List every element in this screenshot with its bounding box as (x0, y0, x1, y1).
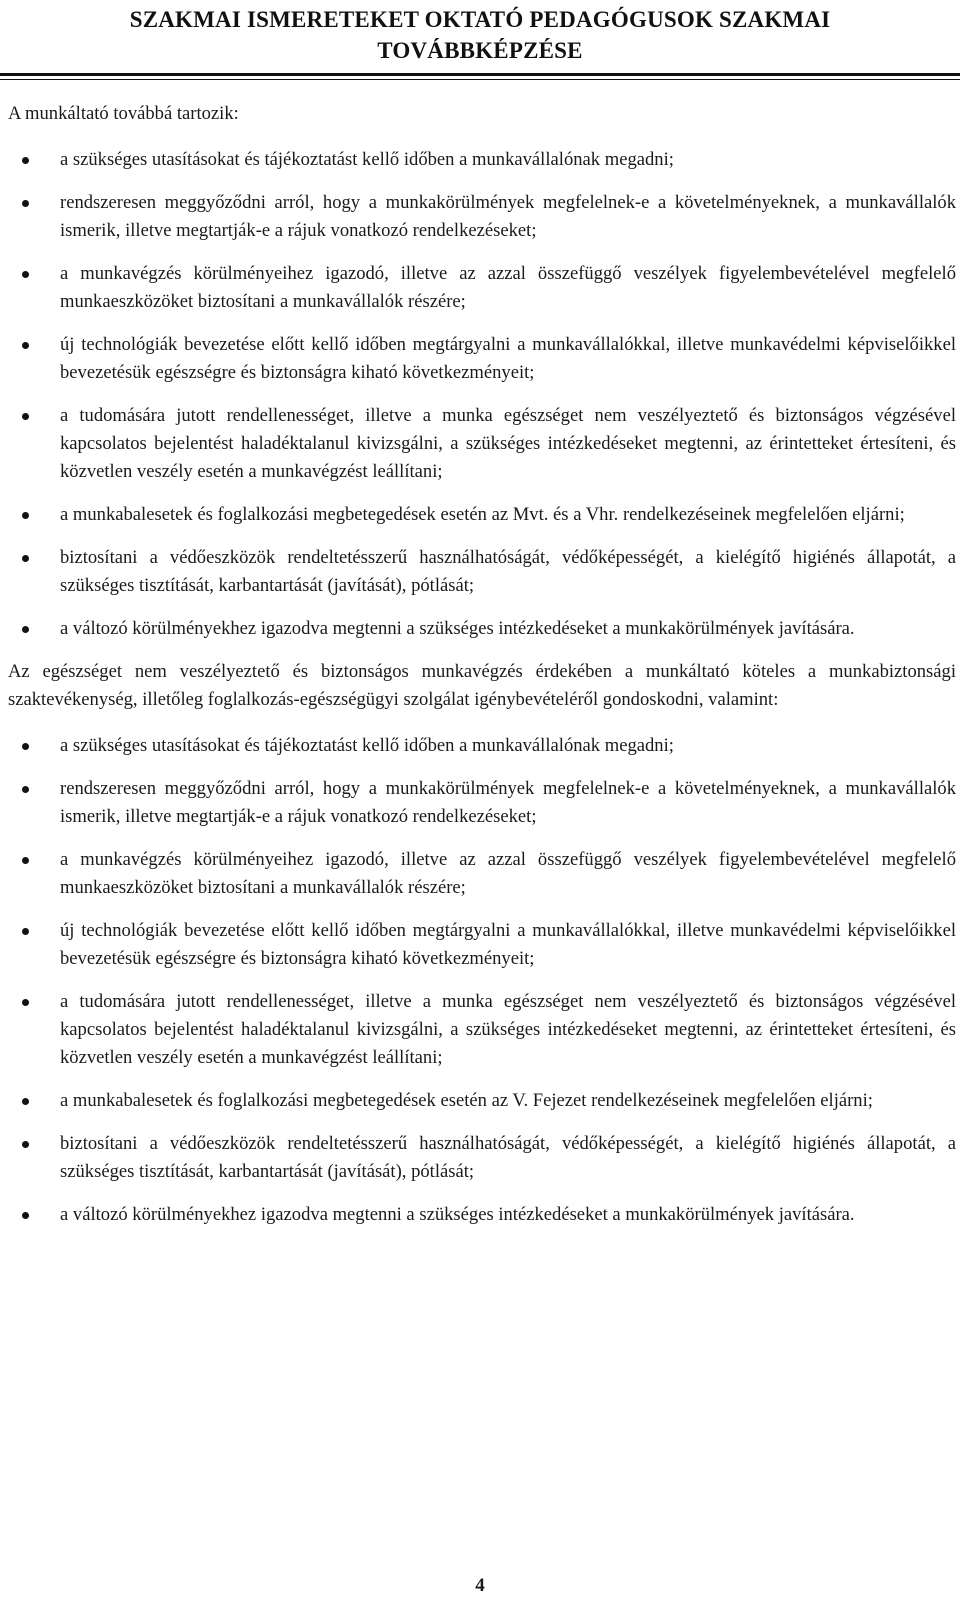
list-item-text: a tudomására jutott rendellenességet, illetve a munka egészséget nem veszélyeztető és biztonságos végzésével kapcsolatos bejelentést haladéktalanul kivizsgálni, a szükséges intézkedéseket megtenni, az érintetteket értesíteni, és közvetlen veszély esetén a munkavégzést leállítani; (60, 405, 956, 482)
list-item-text: biztosítani a védőeszközök rendeltetésszerű használhatóságát, védőképességét, a kielégítő higiénés állapotát, a szükséges tisztítását, karbantartását (javítását), pótlását; (60, 547, 956, 596)
bullet-icon (22, 512, 29, 519)
section2-list (8, 732, 956, 1229)
list-item (8, 544, 956, 600)
list-item (8, 732, 956, 760)
list-item-text: a szükséges utasításokat és tájékoztatást kellő időben a munkavállalónak megadni; (60, 149, 674, 170)
document-body (8, 100, 956, 1244)
bullet-icon (22, 342, 29, 349)
list-item-text: rendszeresen meggyőződni arról, hogy a munkakörülmények megfelelnek-e a követelményeknek, a munkavállalók ismerik, illetve megtartják-e a rájuk vonatkozó rendelkezéseket; (60, 192, 956, 241)
list-item-text: a változó körülményekhez igazodva megtenni a szükséges intézkedéseket a munkakörülmények javítására. (60, 1204, 855, 1225)
list-item-text: rendszeresen meggyőződni arról, hogy a munkakörülmények megfelelnek-e a követelményeknek, a munkavállalók ismerik, illetve megtartják-e a rájuk vonatkozó rendelkezéseket; (60, 778, 956, 827)
page-number: 4 (475, 1575, 485, 1596)
bullet-icon (22, 626, 29, 633)
section2-intro: Az egészséget nem veszélyeztető és biztonságos munkavégzés érdekében a munkáltató köteles a munkabiztonsági szaktevékenység, illetőleg foglalkozás-egészségügyi szolgálat igénybevételéről gondoskodni, valamint: (8, 661, 956, 710)
bullet-icon (22, 786, 29, 793)
list-item (8, 1087, 956, 1115)
list-item-text: a munkabalesetek és foglalkozási megbetegedések esetén az V. Fejezet rendelkezéseinek megfelelően eljárni; (60, 1090, 873, 1111)
list-item-text: a változó körülményekhez igazodva megtenni a szükséges intézkedéseket a munkakörülmények javítására. (60, 618, 855, 639)
bullet-icon (22, 1141, 29, 1148)
list-item-text: a szükséges utasításokat és tájékoztatást kellő időben a munkavállalónak megadni; (60, 735, 674, 756)
header-title-line1: SZAKMAI ISMERETEKET OKTATÓ PEDAGÓGUSOK SZAKMAI (129, 7, 831, 32)
bullet-icon (22, 928, 29, 935)
list-item-text: biztosítani a védőeszközök rendeltetésszerű használhatóságát, védőképességét, a kielégítő higiénés állapotát, a szükséges tisztítását, karbantartását (javítását), pótlását; (60, 1133, 956, 1182)
list-item (8, 615, 956, 643)
page-header (0, 4, 960, 66)
bullet-icon (22, 555, 29, 562)
list-item-text: a munkavégzés körülményeihez igazodó, illetve az azzal összefüggő veszélyek figyelembevételével megfelelő munkaeszközöket biztosítani a munkavállalók részére; (60, 263, 956, 312)
list-item (8, 988, 956, 1072)
list-item-text: a munkavégzés körülményeihez igazodó, illetve az azzal összefüggő veszélyek figyelembevételével megfelelő munkaeszközöket biztosítani a munkavállalók részére; (60, 849, 956, 898)
bullet-icon (22, 157, 29, 164)
section1-intro: A munkáltató továbbá tartozik: (8, 103, 239, 124)
bullet-icon (22, 743, 29, 750)
header-title-line2: TOVÁBBKÉPZÉSE (377, 38, 583, 63)
list-item-text: új technológiák bevezetése előtt kellő időben megtárgyalni a munkavállalókkal, illetve munkavédelmi képviselőikkel bevezetésük egészségre és biztonságra kiható következményeit; (60, 920, 956, 969)
list-item (8, 260, 956, 316)
list-item (8, 846, 956, 902)
bullet-icon (22, 1098, 29, 1105)
list-item (8, 402, 956, 486)
bullet-icon (22, 857, 29, 864)
list-item (8, 146, 956, 174)
bullet-icon (22, 271, 29, 278)
section1-list (8, 146, 956, 643)
list-item (8, 917, 956, 973)
list-item (8, 775, 956, 831)
bullet-icon (22, 413, 29, 420)
list-item (8, 1201, 956, 1229)
bullet-icon (22, 200, 29, 207)
list-item (8, 189, 956, 245)
list-item (8, 1130, 956, 1186)
list-item-text: a tudomására jutott rendellenességet, illetve a munka egészséget nem veszélyeztető és biztonságos végzésével kapcsolatos bejelentést haladéktalanul kivizsgálni, a szükséges intézkedéseket megtenni, az érintetteket értesíteni, és közvetlen veszély esetén a munkavégzést leállítani; (60, 991, 956, 1068)
list-item (8, 331, 956, 387)
list-item (8, 501, 956, 529)
list-item-text: a munkabalesetek és foglalkozási megbetegedések esetén az Mvt. és a Vhr. rendelkezéseinek megfelelően eljárni; (60, 504, 905, 525)
bullet-icon (22, 999, 29, 1006)
header-divider-thin (0, 79, 960, 80)
list-item-text: új technológiák bevezetése előtt kellő időben megtárgyalni a munkavállalókkal, illetve munkavédelmi képviselőikkel bevezetésük egészségre és biztonságra kiható következményeit; (60, 334, 956, 383)
header-divider-thick (0, 73, 960, 76)
bullet-icon (22, 1212, 29, 1219)
